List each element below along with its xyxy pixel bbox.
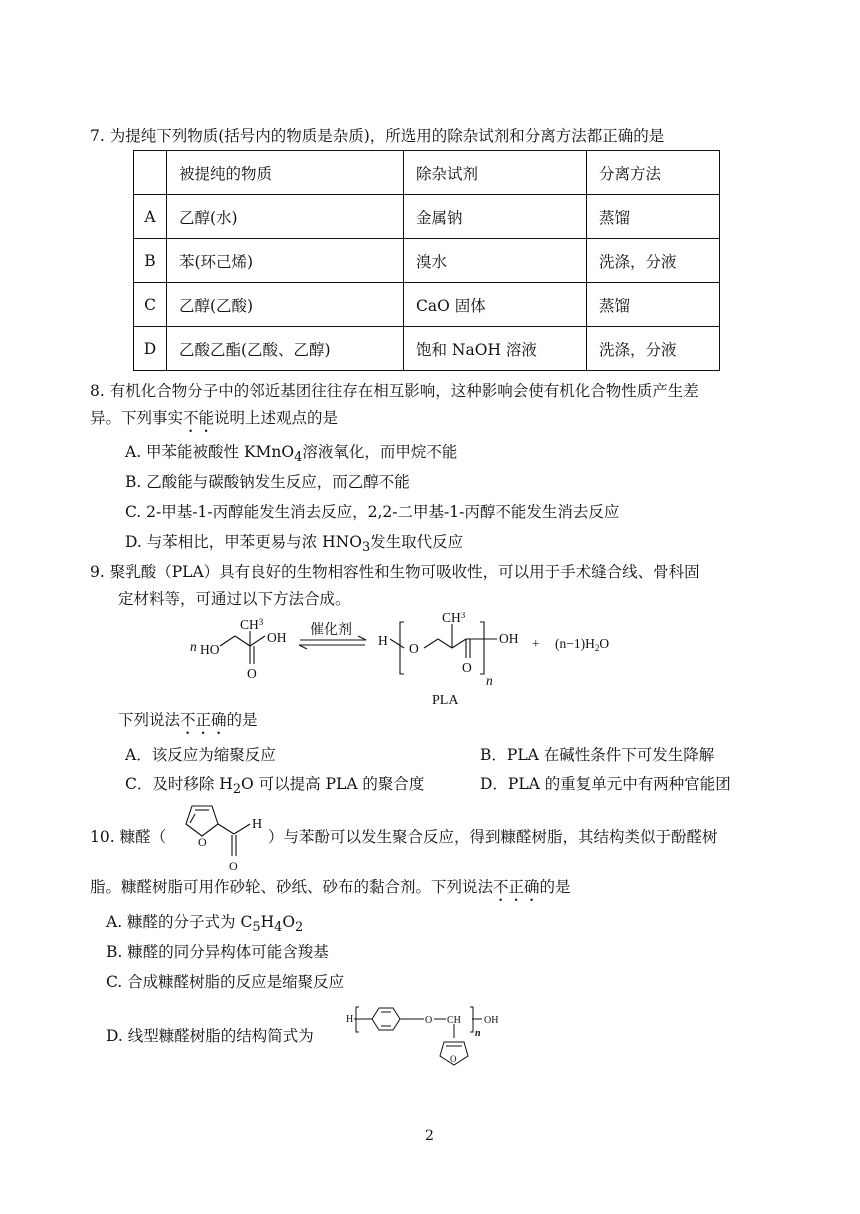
table-cell: 乙醇(水)	[167, 195, 404, 239]
q9-c-pre: C．及时移除 H	[125, 775, 233, 793]
q9-line1: 9. 聚乳酸（PLA）具有良好的生物相容性和生物可吸收性，可以用于手术缝合线、骨科固	[90, 563, 700, 581]
q8-option-a	[125, 440, 457, 465]
q7-stem: 7. 为提纯下列物质(括号内的物质是杂质)，所选用的除杂试剂和分离方法都正确的是	[90, 127, 665, 145]
q10-a-sub3: 2	[295, 920, 304, 936]
pla-reaction-diagram	[190, 612, 650, 712]
ho-label: HO	[200, 642, 220, 657]
page-number: 2	[425, 1128, 434, 1144]
pla-label: PLA	[432, 693, 459, 708]
oh-label: OH	[267, 630, 287, 645]
q9-ask-b: 的是	[226, 711, 258, 729]
q8-line2	[90, 406, 338, 436]
q8-emphasis: 不能	[183, 409, 215, 427]
q9-option-a: A．该反应为缩聚反应	[125, 746, 276, 764]
chain-o-label: O	[409, 641, 419, 656]
resin-h: H	[346, 1014, 354, 1025]
q10-line2-a: 脂。糠醛树脂可用作砂轮、砂纸、砂布的黏合剂。下列说法	[90, 878, 494, 896]
q9-option-b: B．PLA 在碱性条件下可发生降解	[480, 746, 715, 764]
table-header-cell: 被提纯的物质	[167, 151, 404, 195]
q10-a-mid2: O	[282, 913, 296, 931]
q10-line2	[90, 875, 571, 905]
resin-ring-o: O	[450, 1054, 457, 1064]
q9-ask	[118, 708, 258, 738]
q10-a-sub1: 5	[252, 920, 261, 936]
q10-option-d: D. 线型糠醛树脂的结构简式为	[106, 1027, 314, 1045]
q8-option-d	[125, 530, 463, 555]
q10-a-pre: A. 糠醛的分子式为 C	[106, 913, 253, 931]
n-right: n	[486, 673, 493, 688]
q10-line2-b: 的是	[539, 878, 571, 896]
q9-ask-a: 下列说法	[118, 711, 181, 729]
q7-table	[133, 150, 720, 371]
oh-right-label: OH	[499, 631, 519, 646]
table-row	[134, 195, 720, 239]
carbonyl-o-label: O	[247, 666, 257, 681]
table-cell: C	[134, 283, 167, 327]
q8-option-c: C. 2-甲基-1-丙醇能发生消去反应，2,2-二甲基-1-丙醇不能发生消去反应	[125, 503, 620, 521]
resin-oh: OH	[484, 1015, 499, 1026]
resin-ch: CH	[447, 1015, 461, 1026]
table-header-cell: 除杂试剂	[404, 151, 587, 195]
resin-o: O	[425, 1015, 433, 1026]
q8-d-pre: D. 与苯相比，甲苯更易与浓 HNO	[125, 533, 362, 551]
resin-n: n	[475, 1028, 481, 1039]
h-label: H	[378, 633, 388, 648]
table-cell: 饱和 NaOH 溶液	[404, 327, 587, 371]
q8-option-b: B. 乙酸能与碳酸钠发生反应，而乙醇不能	[125, 473, 410, 491]
q8-line2-a: 异。下列事实	[90, 409, 184, 427]
q9-option-c	[125, 772, 424, 797]
q8-a-sub: 4	[294, 450, 303, 466]
catalyst-label: 催化剂	[310, 623, 352, 638]
table-row	[134, 327, 720, 371]
table-cell: B	[134, 239, 167, 283]
table-cell: 蒸馏	[587, 283, 720, 327]
table-cell: A	[134, 195, 167, 239]
table-cell: 金属钠	[404, 195, 587, 239]
furfural-carbonyl-o: O	[229, 859, 238, 873]
q10-option-b: B. 糠醛的同分异构体可能含羧基	[106, 943, 329, 961]
table-cell: D	[134, 327, 167, 371]
table-cell: 溴水	[404, 239, 587, 283]
q8-line2-b: 说明上述观点的是	[214, 409, 339, 427]
table-cell: 洗涤，分液	[587, 239, 720, 283]
q8-a-pre: A. 甲苯能被酸性 KMnO	[125, 443, 295, 461]
n-left: n	[190, 639, 197, 654]
q8-a-post: 溶液氧化，而甲烷不能	[302, 443, 458, 461]
q10-a-sub2: 4	[274, 920, 283, 936]
furfural-h: H	[252, 817, 263, 832]
table-cell: CaO 固体	[404, 283, 587, 327]
q9-option-d: D．PLA 的重复单元中有两种官能团	[480, 775, 731, 793]
furfural-ring-o: O	[198, 835, 207, 849]
q10-option-c: C. 合成糠醛树脂的反应是缩聚反应	[106, 973, 345, 991]
ch3-label: $CH^3$	[240, 617, 264, 632]
q8-line1: 8. 有机化合物分子中的邻近基团往往存在相互影响，这种影响会使有机化合物性质产生差	[90, 382, 699, 400]
plus-sign: +	[532, 636, 540, 651]
q8-d-post: 发生取代反应	[370, 533, 464, 551]
table-row	[134, 283, 720, 327]
table-header-row	[134, 151, 720, 195]
ch3-right-label: $CH^3$	[442, 612, 466, 625]
q9-emphasis: 不正确	[180, 711, 227, 729]
q10-emphasis: 不正确	[493, 878, 540, 896]
table-cell: 乙醇(乙酸)	[167, 283, 404, 327]
furfural-structure	[172, 798, 268, 876]
carbonyl-o-right-label: O	[462, 660, 472, 675]
table-cell: 乙酸乙酯(乙酸、乙醇)	[167, 327, 404, 371]
resin-structure	[346, 1002, 502, 1072]
q10-option-a	[106, 910, 303, 935]
q10-line1-a: 10. 糠醛（	[90, 828, 167, 846]
table-cell: 洗涤，分液	[587, 327, 720, 371]
table-header-cell: 分离方法	[587, 151, 720, 195]
q8-d-sub: 3	[361, 540, 371, 556]
q10-line1-b: ）与苯酚可以发生聚合反应，得到糠醛树脂，其结构类似于酚醛树	[268, 828, 718, 846]
q9-line2: 定材料等，可通过以下方法合成。	[118, 590, 351, 608]
q10-a-mid1: H	[260, 913, 275, 931]
table-cell: 苯(环己烯)	[167, 239, 404, 283]
table-cell: 蒸馏	[587, 195, 720, 239]
q9-c-post: O 可以提高 PLA 的聚合度	[241, 775, 425, 793]
water-label: $(n-1)H_2O$	[555, 636, 610, 653]
q9-c-sub: 2	[232, 782, 242, 798]
table-header-cell	[134, 151, 167, 195]
table-row	[134, 239, 720, 283]
